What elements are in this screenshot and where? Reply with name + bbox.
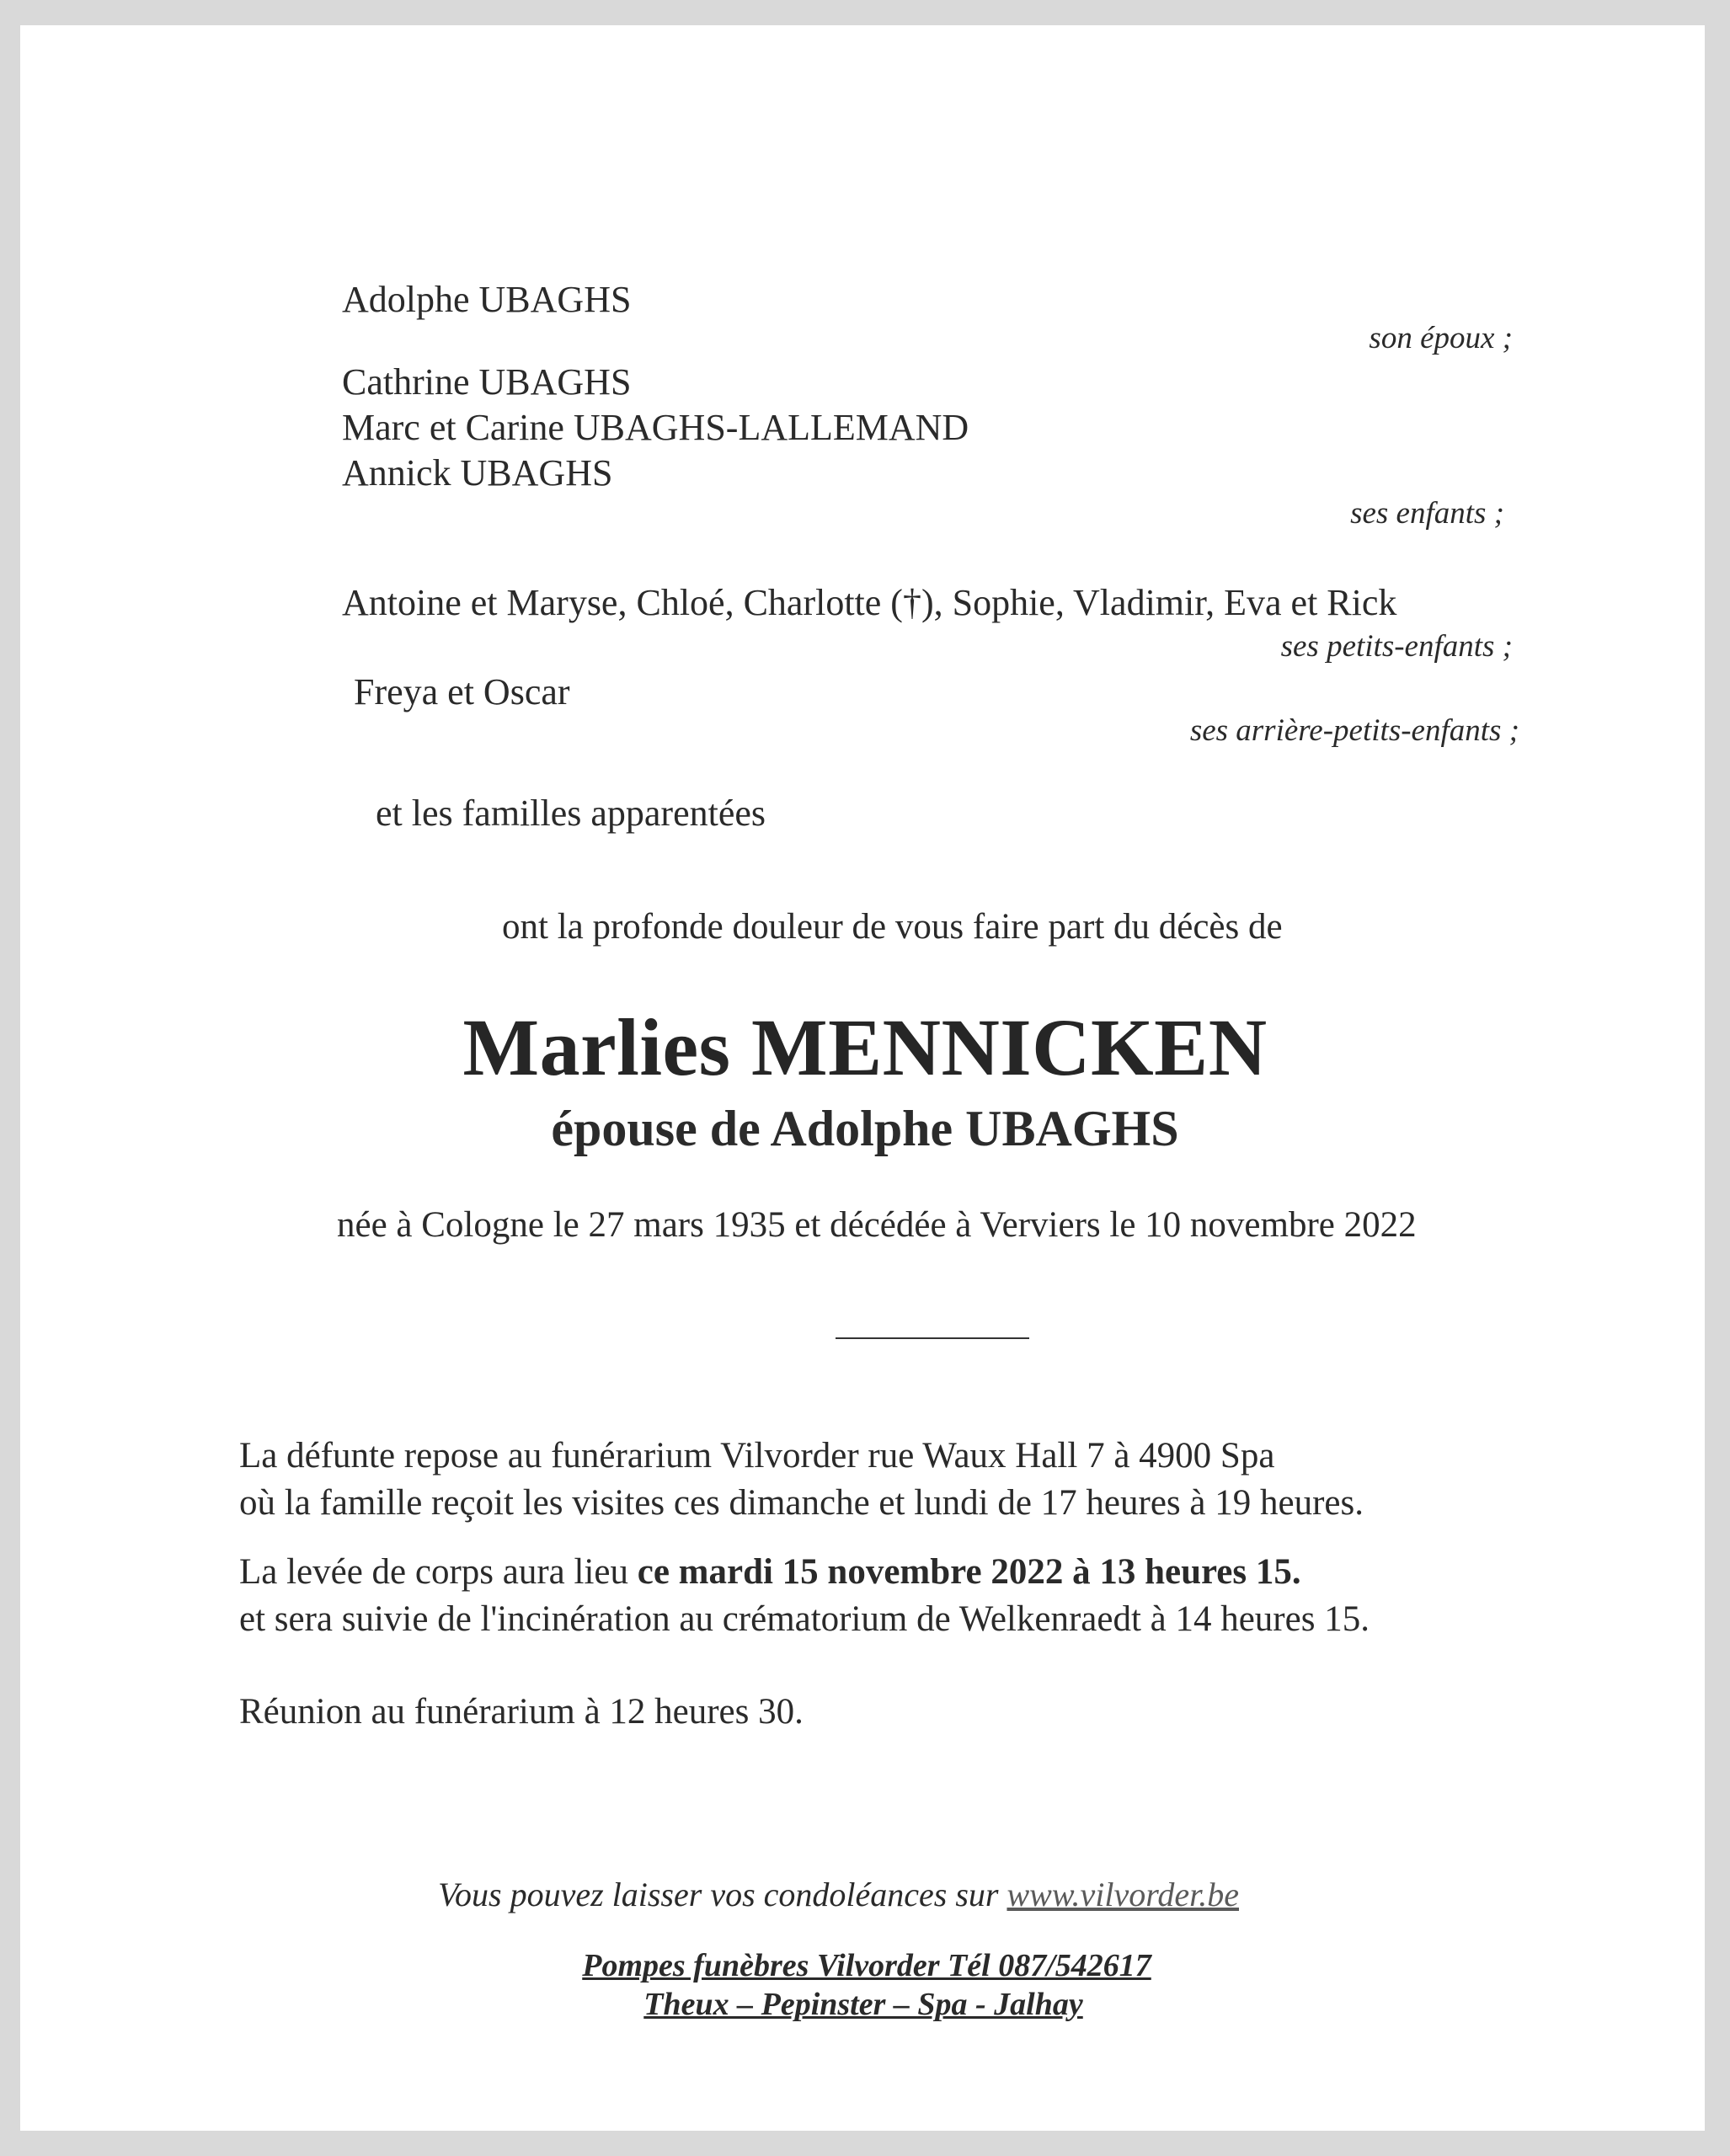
announcement-intro: ont la profonde douleur de vous faire part du décès de [502, 907, 1283, 947]
repose-line-2: où la famille reçoit les visites ces dimanche et lundi de 17 heures à 19 heures. [239, 1483, 1364, 1523]
great-grandchildren-names: Freya et Oscar [354, 671, 570, 712]
spouse-role: son époux ; [1369, 321, 1513, 355]
repose-line-1: La défunte repose au funérarium Vilvorder rue Waux Hall 7 à 4900 Spa [239, 1436, 1275, 1476]
child-name: Annick UBAGHS [342, 452, 613, 494]
reunion-line: Réunion au funérarium à 12 heures 30. [239, 1692, 804, 1732]
great-grandchildren-role: ses arrière-petits-enfants ; [1189, 713, 1519, 748]
children-role: ses enfants ; [1350, 496, 1504, 531]
condolences-line [438, 1875, 1239, 1914]
separator-line [836, 1337, 1029, 1339]
levee-text: La levée de corps aura lieu [239, 1552, 638, 1592]
child-name: Cathrine UBAGHS [342, 361, 632, 403]
condolences-text: Vous pouvez laisser vos condoléances sur [438, 1876, 1007, 1913]
child-name: Marc et Carine UBAGHS-LALLEMAND [342, 407, 969, 448]
deceased-subtitle: épouse de Adolphe UBAGHS [551, 1101, 1179, 1156]
relatives-line: et les familles apparentées [376, 792, 766, 834]
levee-line-1 [239, 1551, 1301, 1593]
levee-datetime: ce mardi 15 novembre 2022 à 13 heures 15. [637, 1552, 1301, 1592]
levee-line-2: et sera suivie de l'incinération au crématorium de Welkenraedt à 14 heures 15. [239, 1599, 1370, 1639]
spouse-name: Adolphe UBAGHS [342, 279, 632, 320]
birth-death-dates: née à Cologne le 27 mars 1935 et décédée à Verviers le 10 novembre 2022 [337, 1205, 1417, 1245]
condolences-link[interactable]: www.vilvorder.be [1006, 1876, 1239, 1913]
grandchildren-names: Antoine et Maryse, Chloé, Charlotte (†), Sophie, Vladimir, Eva et Rick [342, 582, 1397, 623]
grandchildren-role: ses petits-enfants ; [1280, 629, 1513, 664]
undertaker-line-2: Theux – Pepinster – Spa - Jalhay [643, 1987, 1083, 2022]
undertaker-line-1: Pompes funèbres Vilvorder Tél 087/542617 [582, 1948, 1151, 1983]
deceased-name: Marlies MENNICKEN [462, 1002, 1268, 1092]
